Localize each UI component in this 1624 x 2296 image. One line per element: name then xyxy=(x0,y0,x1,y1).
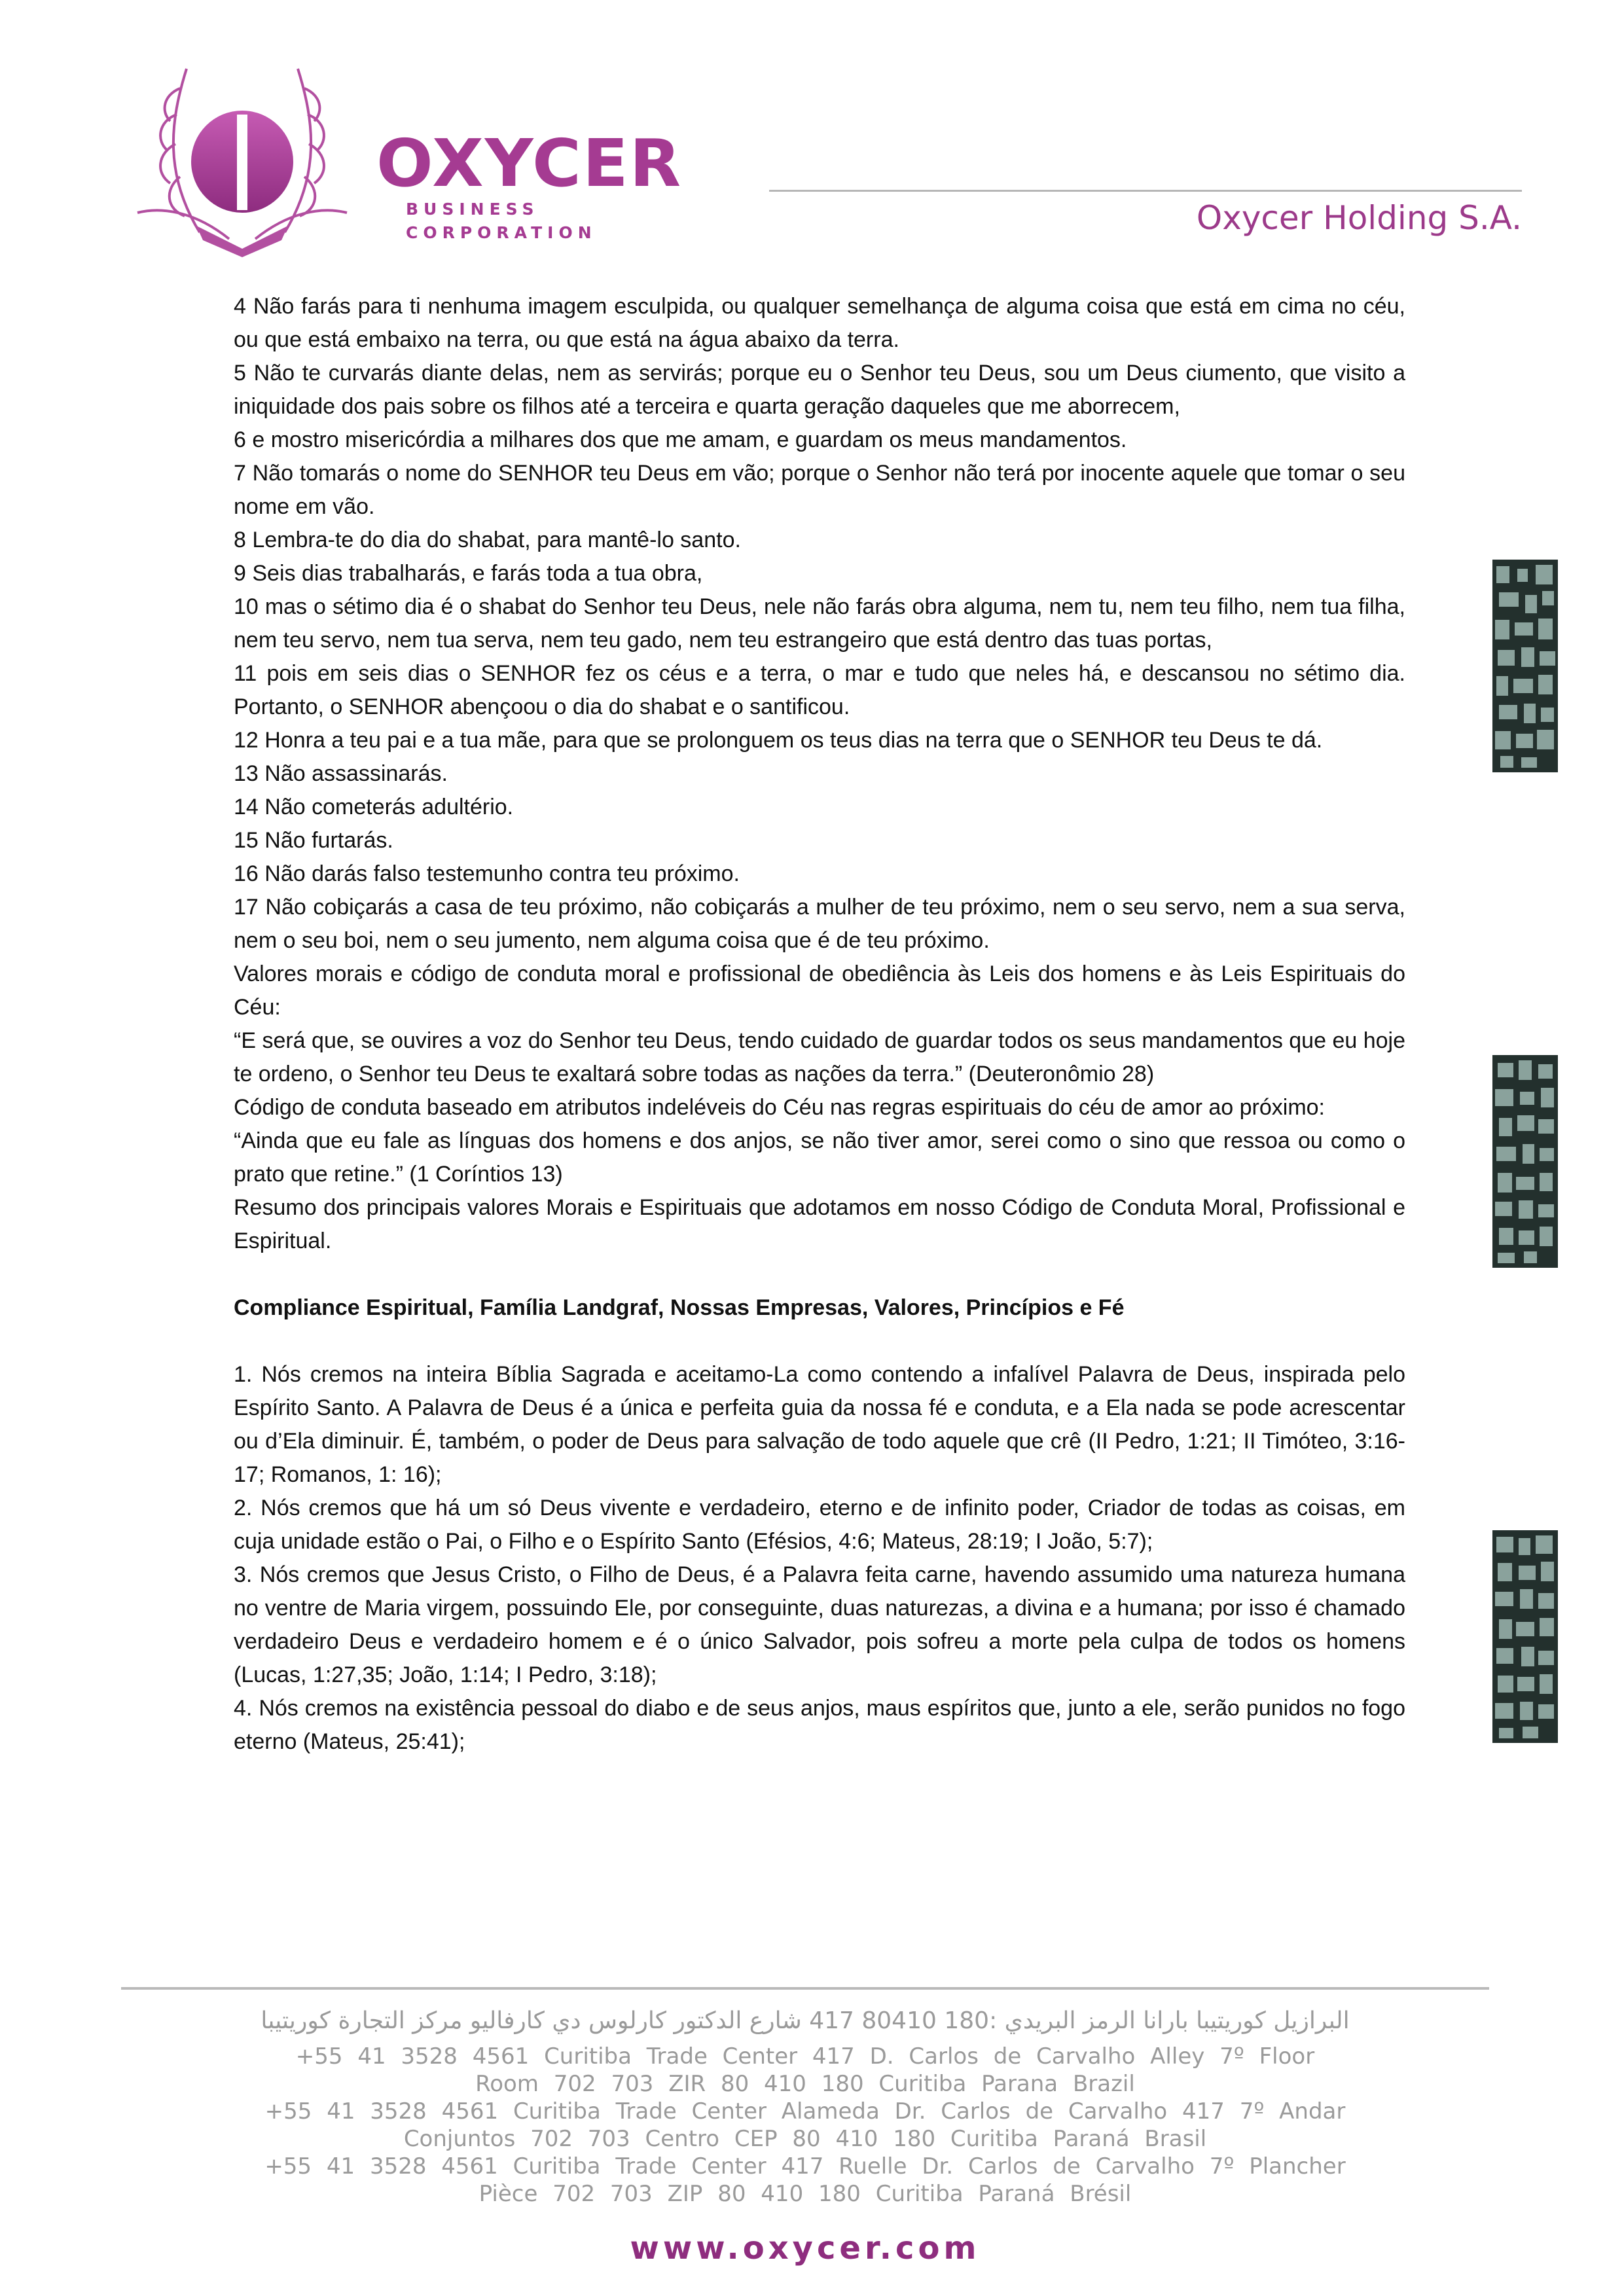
company-name: Oxycer Holding S.A. xyxy=(1196,199,1522,237)
footer-address-line: Conjuntos 702 703 Centro CEP 80 410 180 Curitiba Paraná Brasil xyxy=(403,2126,1207,2152)
footer-divider xyxy=(121,1987,1489,1990)
footer-address-line: +55 41 3528 4561 Curitiba Trade Center 417 D. Carlos de Carvalho Alley 7º Floor xyxy=(295,2043,1315,2070)
paragraph: 11 pois em seis dias o SENHOR fez os céus e a terra, o mar e tudo que neles há, e descansou no sétimo dia. Portanto, o SENHOR abençoou o dia do shabat e o santificou. xyxy=(234,661,1405,719)
paragraph: 10 mas o sétimo dia é o shabat do Senhor teu Deus, nele não farás obra alguma, nem tu, nem teu filho, nem tua filha, nem teu servo, nem tua serva, nem teu gado, nem teu estrangeiro que está dentro das tuas portas, xyxy=(234,594,1405,653)
spacer xyxy=(234,1325,1405,1358)
side-mosaic-image xyxy=(1492,1530,1558,1743)
paragraph: 4. Nós cremos na existência pessoal do diabo e de seus anjos, maus espíritos que, junto a ele, serão punidos no fogo eterno (Mateus, 25:41); xyxy=(234,1696,1405,1754)
header-divider xyxy=(769,190,1522,192)
paragraph: 15 Não furtarás. xyxy=(234,828,393,853)
oxycer-logo xyxy=(124,49,360,259)
side-mosaic-image xyxy=(1492,560,1558,772)
paragraph: Resumo dos principais valores Morais e Espirituais que adotamos em nosso Código de Conduta Moral, Profissional e Espiritual. xyxy=(234,1195,1405,1253)
paragraph: 17 Não cobiçarás a casa de teu próximo, não cobiçarás a mulher de teu próximo, nem o seu servo, nem a sua serva, nem o seu boi, nem o seu jumento, nem alguma coisa que é de teu próximo. xyxy=(234,895,1405,953)
website-link[interactable]: www.oxycer.com xyxy=(630,2230,981,2267)
footer-arabic-address: البرازيل كوريتيبا بارانا الرمز البريدي :180 80410 417 شارع الدكتور كارلوس دي كارفاليو مركز التجارة كوريتيبا xyxy=(261,2007,1350,2034)
paragraph: 13 Não assassinarás. xyxy=(234,761,448,786)
footer-address-line: +55 41 3528 4561 Curitiba Trade Center 417 Ruelle Dr. Carlos de Carvalho 7º Plancher xyxy=(264,2153,1346,2179)
section-heading: Compliance Espiritual, Família Landgraf, Nossas Empresas, Valores, Princípios e Fé xyxy=(234,1295,1125,1320)
paragraph: 5 Não te curvarás diante delas, nem as servirás; porque eu o Senhor teu Deus, sou um Deus ciumento, que visito a iniquidade dos pais sobre os filhos até a terceira e quarta geração daqueles que me aborrecem, xyxy=(234,361,1405,419)
paragraph: 6 e mostro misericórdia a milhares dos que me amam, e guardam os meus mandamentos. xyxy=(234,427,1127,452)
footer-address-line: Room 702 703 ZIR 80 410 180 Curitiba Parana Brazil xyxy=(475,2071,1135,2097)
side-mosaic-image xyxy=(1492,1055,1558,1268)
spacer xyxy=(234,1258,1405,1291)
brand-name: OXYCER xyxy=(376,125,683,202)
paragraph: “E será que, se ouvires a voz do Senhor teu Deus, tendo cuidado de guardar todos os seus mandamentos que eu hoje te ordeno, o Senhor teu Deus te exaltará sobre todas as nações da terra.” (Deuteronômio 28) xyxy=(234,1028,1405,1086)
paragraph: 16 Não darás falso testemunho contra teu próximo. xyxy=(234,861,740,886)
paragraph: 14 Não cometerás adultério. xyxy=(234,795,514,819)
paragraph: 12 Honra a teu pai e a tua mãe, para que se prolonguem os teus dias na terra que o SENHOR teu Deus te dá. xyxy=(234,728,1323,753)
footer-address-line: +55 41 3528 4561 Curitiba Trade Center Alameda Dr. Carlos de Carvalho 417 7º Andar xyxy=(264,2098,1346,2125)
paragraph: 7 Não tomarás o nome do SENHOR teu Deus em vão; porque o Senhor não terá por inocente aquele que tomar o seu nome em vão. xyxy=(234,461,1405,519)
footer-address xyxy=(121,2000,1489,2208)
paragraph: 2. Nós cremos que há um só Deus vivente e verdadeiro, eterno e de infinito poder, Criador de todas as coisas, em cuja unidade estão o Pai, o Filho e o Espírito Santo (Efésios, 4:6; Mateus, 28:19; I João, 5:7); xyxy=(234,1496,1405,1554)
paragraph: 8 Lembra-te do dia do shabat, para mantê-lo santo. xyxy=(234,528,741,552)
brand-subtitle: BUSINESS CORPORATION xyxy=(406,200,597,242)
paragraph: 4 Não farás para ti nenhuma imagem esculpida, ou qualquer semelhança de alguma coisa que está em cima no céu, ou que está embaixo na terra, ou que está na água abaixo da terra. xyxy=(234,294,1405,352)
paragraph: “Ainda que eu fale as línguas dos homens e dos anjos, se não tiver amor, serei como o sino que ressoa ou como o prato que retine.” (1 Coríntios 13) xyxy=(234,1128,1405,1187)
footer-address-line: Pièce 702 703 ZIP 80 410 180 Curitiba Paraná Brésil xyxy=(478,2181,1132,2207)
paragraph: 9 Seis dias trabalharás, e farás toda a tua obra, xyxy=(234,561,703,586)
paragraph: Valores morais e código de conduta moral e profissional de obediência às Leis dos homens e às Leis Espirituais do Céu: xyxy=(234,961,1405,1020)
logo-emblem-icon xyxy=(124,49,360,259)
paragraph: 1. Nós cremos na inteira Bíblia Sagrada e aceitamo-La como contendo a infalível Palavra de Deus, inspirada pelo Espírito Santo. A Palavra de Deus é a única e perfeita guia da nossa fé e conduta, e a Ela nada se pode acrescentar ou d’Ela diminuir. É, também, o poder de Deus para salvação de todo aquele que crê (II Pedro, 1:21; II Timóteo, 3:16-17; Romanos, 1: 16); xyxy=(234,1362,1405,1487)
paragraph: Código de conduta baseado em atributos indeléveis do Céu nas regras espirituais do céu de amor ao próximo: xyxy=(234,1095,1325,1120)
document-body xyxy=(234,290,1405,1759)
paragraph: 3. Nós cremos que Jesus Cristo, o Filho de Deus, é a Palavra feita carne, havendo assumido uma natureza humana no ventre de Maria virgem, possuindo Ele, por conseguinte, duas naturezas, a divina e a humana; por isso é chamado verdadeiro Deus e verdadeiro homem e é o único Salvador, pois sofreu a morte pela culpa de todos os homens (Lucas, 1:27,35; João, 1:14; I Pedro, 3:18); xyxy=(234,1562,1405,1687)
